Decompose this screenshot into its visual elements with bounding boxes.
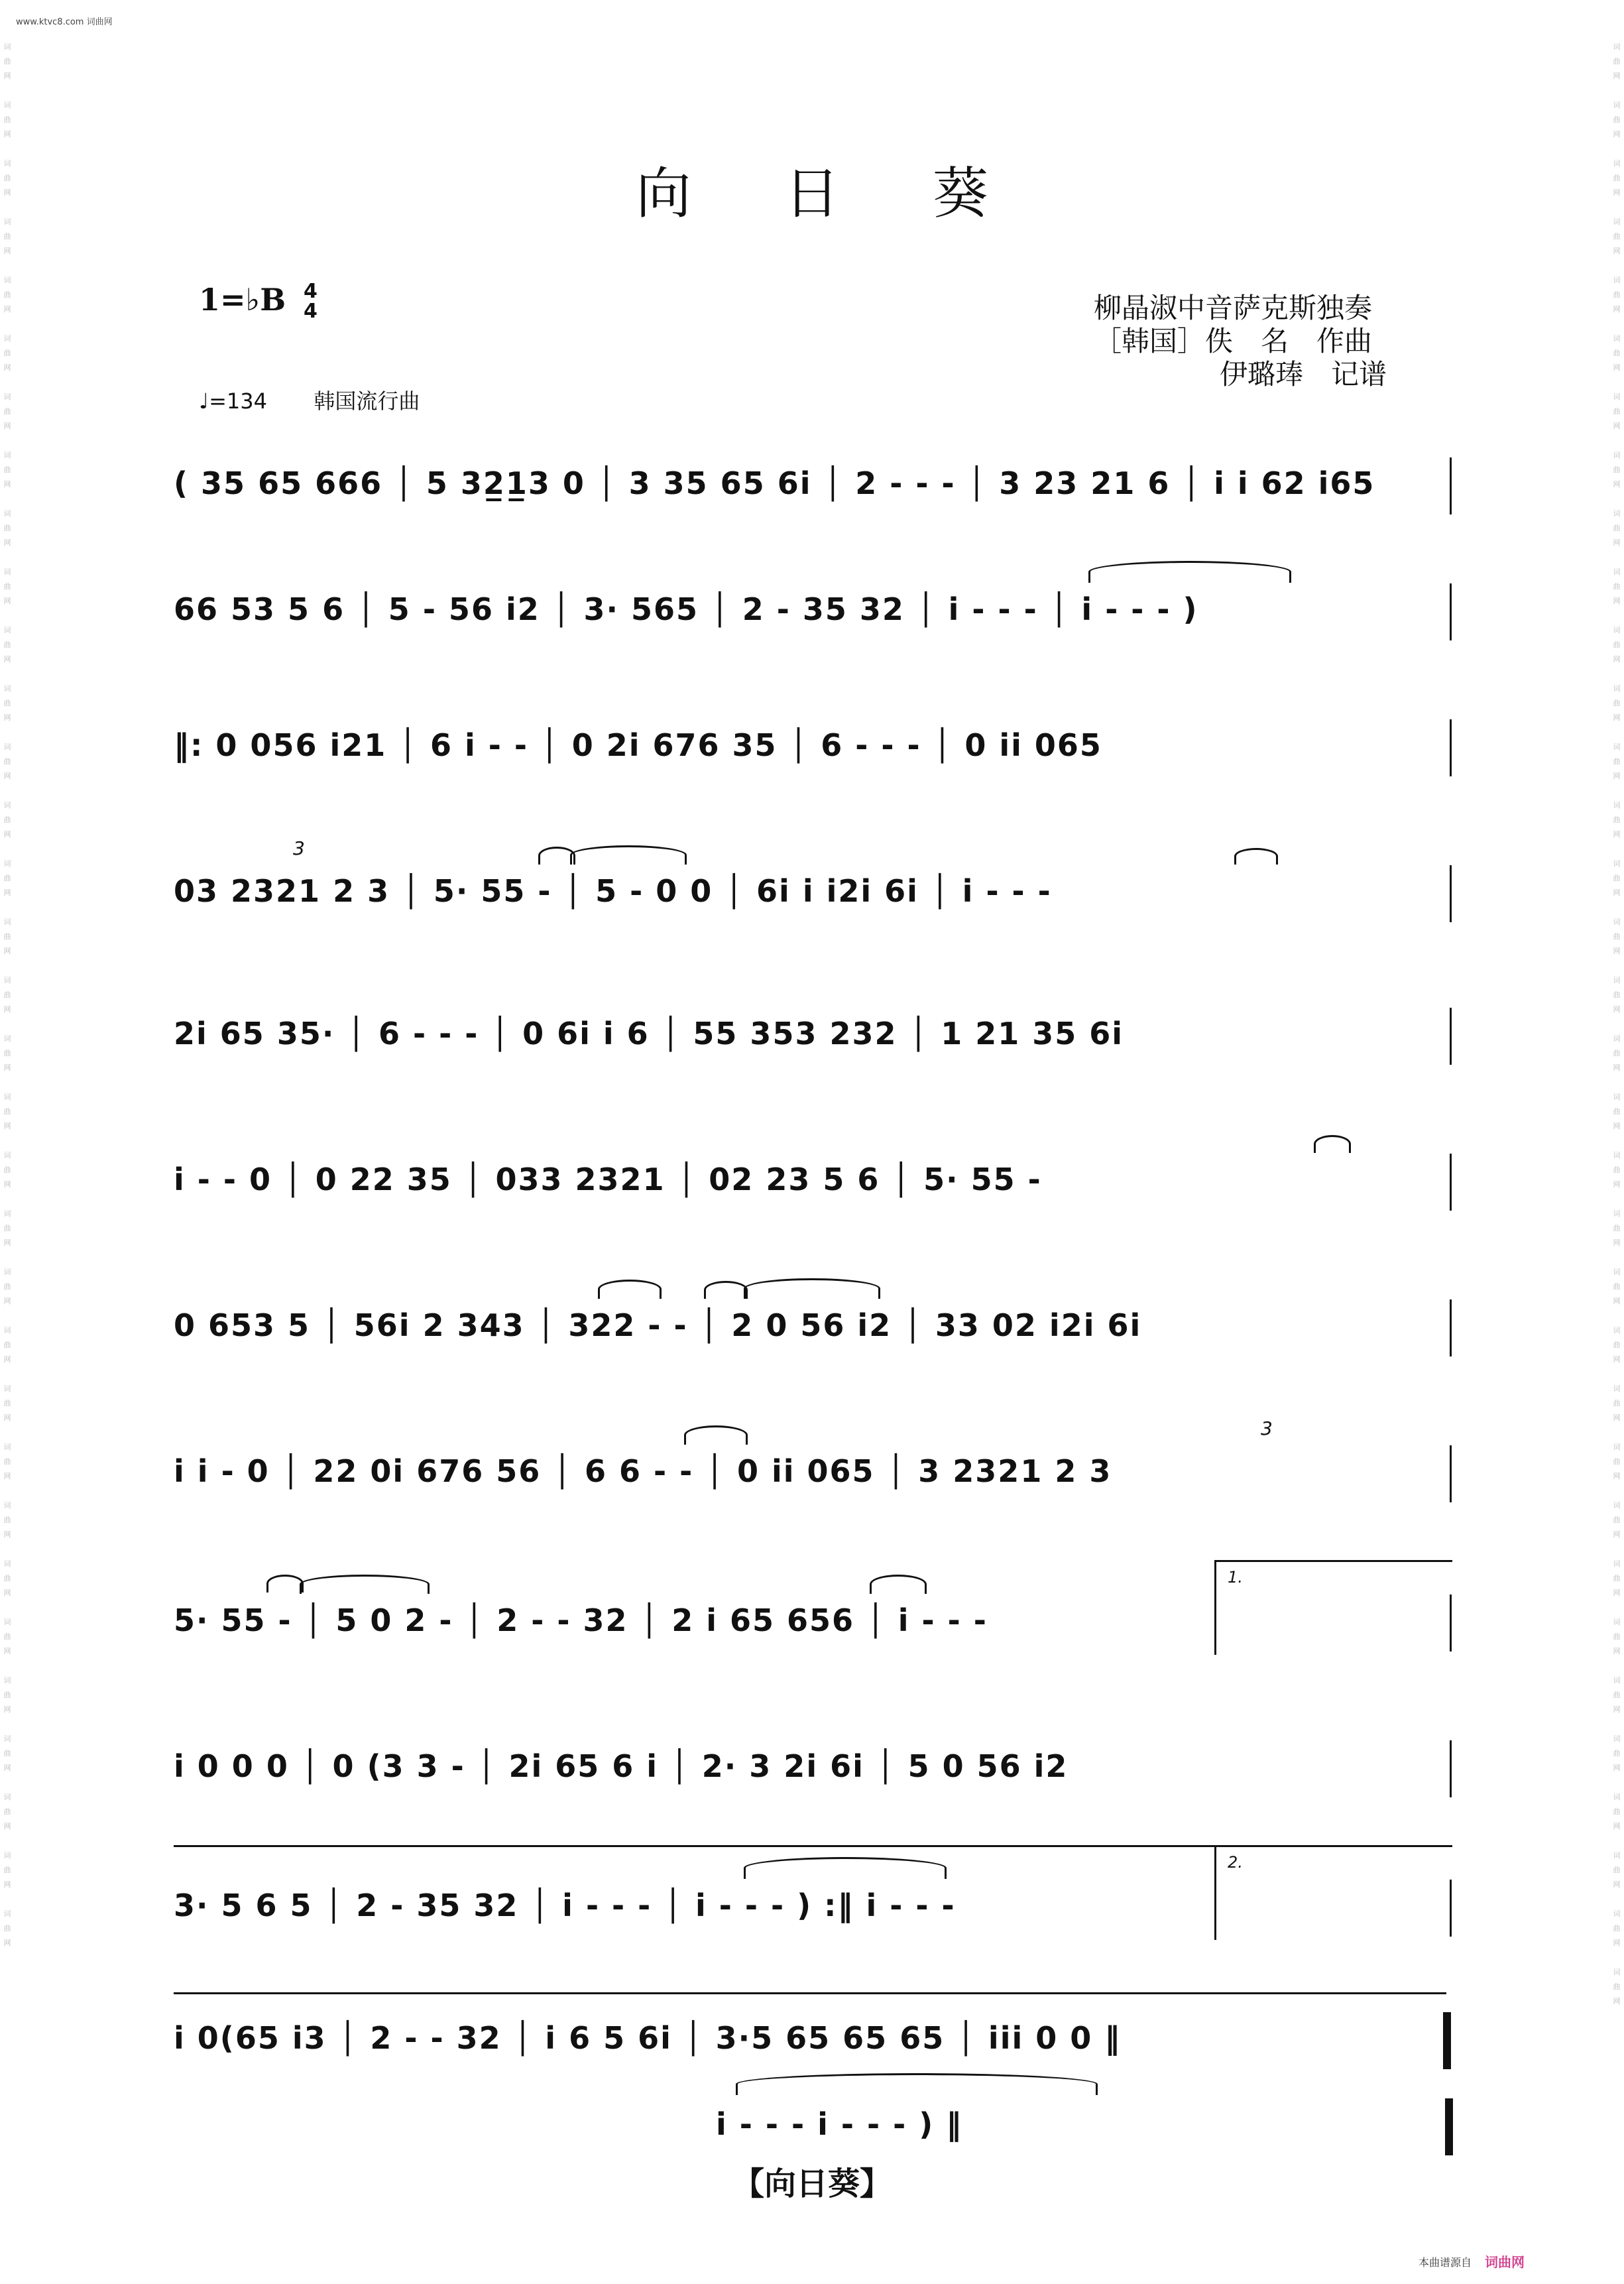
tie-slur: [744, 1278, 880, 1299]
bottom-caption: 【向日葵】: [732, 2165, 892, 2202]
barline: [1450, 1154, 1452, 1211]
barline: [1450, 1880, 1452, 1937]
score-line-4: [174, 837, 1454, 925]
left-border-watermark: 词 曲 网 词 曲 网 词 曲 网 词 曲 网 词 曲 网 词 曲 网 词 曲 网 词 曲 网 词 曲 网 词 曲 网 词 曲 网 词 曲 网 词 曲 网 词 曲 网 词 曲 网 词 曲 网 词 曲 网 词 曲 网 词 曲 网 词 曲 网 词 曲 网 词 曲 网 词 曲 网 词 曲 网 词 曲 网 词 曲 网 词 曲 网 词 曲 网 词 曲 网 词 曲 网 词 曲 网 词 曲 网 词 曲 网: [3, 42, 11, 1947]
tie-slur: [870, 1575, 927, 1594]
time-signature-top: 4: [304, 280, 318, 303]
barline: [1450, 1594, 1452, 1652]
tie-slur: [1314, 1135, 1351, 1153]
score-line-10: [174, 1740, 1454, 1800]
tie-slur: [684, 1425, 748, 1445]
tempo-marking: ♩=134: [199, 389, 267, 414]
score-line-9: [174, 1568, 1454, 1654]
score-line-notes: i 0 0 0 │ 0 (3 3 - │ 2i 65 6 i │ 2· 3 2i 6i │ 5 0 56 i2: [174, 1748, 1069, 1784]
credit-line-transcriber: 伊璐琫 记谱: [1220, 358, 1387, 391]
time-signature: [304, 282, 318, 322]
barline: [1450, 457, 1452, 514]
score-line-notes: 2i 65 35· │ 6 - - - │ 0 6i i 6 │ 55 353 232 │ 1 21 35 6i: [174, 1016, 1124, 1052]
score-line-notes: i - - - i - - - ) ‖: [716, 2106, 963, 2142]
credits-block: [1094, 292, 1387, 391]
tie-slur: [598, 1280, 662, 1299]
volta-label-2: 2.: [1228, 1853, 1243, 1872]
score-line-notes: ‖: 0 056 i21 │ 6 i - - │ 0 2i 676 35 │ 6 - - - │ 0 ii 065: [174, 727, 1102, 763]
volta-label-1: 1.: [1228, 1568, 1243, 1587]
tempo-line: [199, 385, 420, 415]
tie-slur: [1234, 848, 1278, 865]
tie-slur: [736, 2073, 1098, 2095]
volta-extension: [174, 1845, 1214, 1847]
barline: [1450, 865, 1452, 922]
barline: [1450, 1740, 1452, 1797]
score-line-11: [174, 1853, 1454, 1939]
volta-bracket-1: [1214, 1560, 1452, 1655]
score-line-notes: i 0(65 i3 │ 2 - - 32 │ i 6 5 6i │ 3·5 65 65 65 │ iii 0 0 ‖: [174, 2020, 1122, 2056]
score-line-notes: 3· 5 6 5 │ 2 - 35 32 │ i - - - │ i - - - ) :‖ i - - -: [174, 1888, 956, 1923]
triplet-label: 3: [1261, 1417, 1273, 1439]
tie-slur: [570, 845, 687, 865]
score-line-notes: ( 35 65 666 │ 5 32̲1̲3 0 │ 3 35 65 6i │ 2 - - - │ 3 23 21 6 │ i i 62 i65: [174, 465, 1375, 501]
barline: [1450, 1008, 1452, 1065]
genre-label: 韩国流行曲: [314, 389, 420, 414]
score-line-8: [174, 1417, 1454, 1505]
score-line-1: [174, 457, 1454, 517]
score-line-notes: 5· 55 - │ 5 0 2 - │ 2 - - 32 │ 2 i 65 656 │ i - - -: [174, 1602, 988, 1638]
score-line-5: [174, 1008, 1454, 1067]
volta-extension: [174, 1992, 1446, 1994]
tie-slur: [1088, 561, 1291, 583]
score-line-12: [174, 2012, 1454, 2072]
key-signature: 1=♭B: [199, 282, 286, 318]
barline: [1450, 583, 1452, 640]
triplet-label: 3: [293, 837, 305, 859]
right-border-watermark: 词 曲 网 词 曲 网 词 曲 网 词 曲 网 词 曲 网 词 曲 网 词 曲 网 词 曲 网 词 曲 网 词 曲 网 词 曲 网 词 曲 网 词 曲 网 词 曲 网 词 曲 网 词 曲 网 词 曲 网 词 曲 网 词 曲 网 词 曲 网 词 曲 网 词 曲 网 词 曲 网 词 曲 网 词 曲 网 词 曲 网 词 曲 网 词 曲 网 词 曲 网 词 曲 网 词 曲 网 词 曲 网 词 曲 网 词 曲 网: [1613, 42, 1621, 2006]
volta-bracket-2: [1214, 1845, 1452, 1940]
score-line-7: [174, 1299, 1454, 1359]
credit-line-performer: 柳晶淑中音萨克斯独奏: [1094, 292, 1373, 324]
score-line-notes: i i - 0 │ 22 0i 676 56 │ 6 6 - - │ 0 ii 065 │ 3 2321 2 3: [174, 1453, 1112, 1489]
tie-slur: [744, 1857, 947, 1879]
song-title: 向日葵: [635, 161, 1081, 226]
score-line-3: [174, 719, 1454, 779]
time-signature-bottom: 4: [304, 300, 318, 323]
barline: [1450, 1445, 1452, 1502]
score-line-notes: 66 53 5 6 │ 5 - 56 i2 │ 3· 565 │ 2 - 35 32 │ i - - - │ i - - - ): [174, 591, 1198, 627]
barline: [1450, 1299, 1452, 1356]
score-line-13-ossia: [716, 2098, 1455, 2158]
credit-line-composer: ［韩国］佚 名 作曲: [1094, 325, 1373, 357]
site-url: www.ktvc8.com 词曲网: [16, 17, 113, 27]
score-line-2: [174, 583, 1454, 643]
score-line-notes: 03 2321 2 3 │ 5· 55 - │ 5 - 0 0 │ 6i i i2i 6i │ i - - -: [174, 873, 1052, 909]
tie-slur: [300, 1575, 430, 1594]
score-line-notes: 0 653 5 │ 56i 2 343 │ 322 - - │ 2 0 56 i2 │ 33 02 i2i 6i: [174, 1307, 1142, 1343]
barline: [1450, 719, 1452, 776]
tie-slur: [704, 1281, 748, 1299]
score-line-notes: i - - 0 │ 0 22 35 │ 033 2321 │ 02 23 5 6 │ 5· 55 -: [174, 1162, 1042, 1197]
final-barline: [1443, 2012, 1451, 2069]
tie-slur: [266, 1575, 304, 1593]
footer-source-text: 本曲谱源自: [1418, 2256, 1472, 2269]
final-barline: [1445, 2098, 1453, 2155]
footer-logo[interactable]: 词曲网: [1485, 2254, 1525, 2270]
score-line-6: [174, 1154, 1454, 1213]
